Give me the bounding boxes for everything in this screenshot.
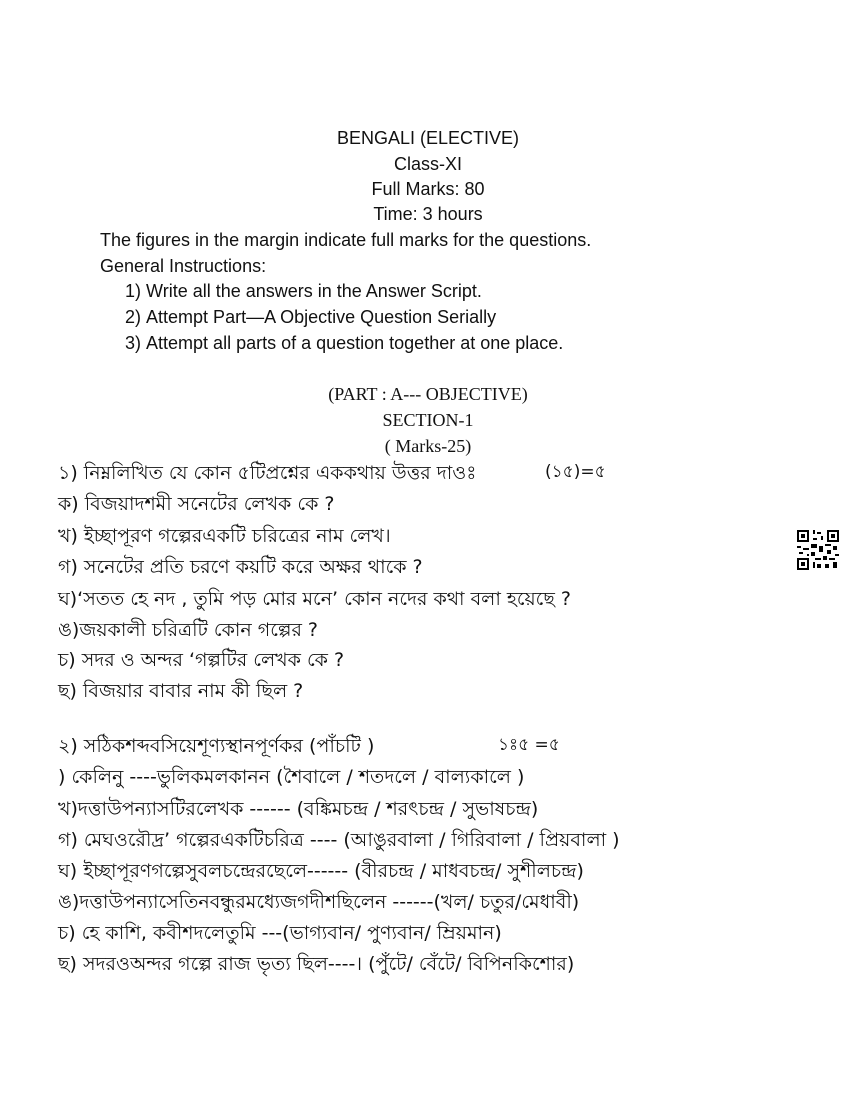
- q1-item: খ) ইচ্ছাপূরণ গল্পেরএকটি চরিত্রের নাম লেখ।: [58, 525, 391, 547]
- class-label: Class-XI: [393, 154, 462, 174]
- instruction-item: 3) Attempt all parts of a question together at one place.: [125, 333, 564, 353]
- q2-item: ) কেলিনু ----ভুলিকমলকানন (শৈবালে / শতদলে / বাল্যকালে ): [58, 766, 525, 788]
- section-marks: ( Marks-25): [384, 436, 472, 456]
- q1-item: চ) সদর ও অন্দর ‘গল্পটির লেখক কে ?: [58, 649, 345, 671]
- q1-item: ঘ)‘সতত হে নদ , তুমি পড় মোর মনে’ কোন নদের কথা বলা হয়েছে ?: [58, 588, 571, 610]
- q2-item: চ) হে কাশি, কবীশদলেতুমি ---(ভাগ্যবান/ পুণ্যবান/ ম্রিয়মান): [58, 922, 502, 944]
- question-2-marks: ১ঃ৫ =৫: [498, 735, 560, 755]
- qr-code: [797, 530, 839, 570]
- q1-item: ক) বিজয়াদশমী সনেটের লেখক কে ?: [58, 493, 335, 515]
- question-2-heading: ২) সঠিকশব্দবসিয়েশূণ্যস্থানপূর্ণকর (পাঁচটি ): [58, 735, 375, 757]
- full-marks: Full Marks: 80: [371, 179, 485, 199]
- q2-item: খ)দত্তাউপন্যাসটিরলেখক ------ (বঙ্কিমচন্দ্র / শরৎচন্দ্র / সুভাষচন্দ্র): [58, 798, 539, 820]
- q2-item: ঙ)দত্তাউপন্যাসেতিনবন্ধুরমধ্যেজগদীশছিলেন ------(খল/ চতুর/মেধাবী): [58, 891, 580, 913]
- instructions-title: General Instructions:: [100, 256, 267, 276]
- q1-item: ঙ)জয়কালী চরিত্রটি কোন গল্পের ?: [58, 619, 319, 641]
- question-1-heading: ১) নিম্নলিখিত যে কোন ৫টিপ্রশ্নের এককথায় উত্তর দাওঃ: [58, 462, 477, 484]
- subject-title: BENGALI (ELECTIVE): [336, 128, 520, 148]
- section-title: SECTION-1: [382, 410, 474, 430]
- q2-item: ঘ) ইচ্ছাপূরণগল্পেসুবলচন্দ্রেরছেলে------ (বীরচন্দ্র / মাধবচন্দ্র/ সুশীলচন্দ্র): [58, 860, 584, 882]
- instruction-item: 1) Write all the answers in the Answer Script.: [125, 281, 482, 301]
- part-title: (PART : A--- OBJECTIVE): [328, 384, 528, 404]
- q1-item: গ) সনেটের প্রতি চরণে কয়টি করে অক্ষর থাকে ?: [58, 556, 423, 578]
- q2-item: গ) মেঘওরৌদ্র’ গল্পেরএকটিচরিত্র ---- (আঙুরবালা / গিরিবালা / প্রিয়বালা ): [58, 829, 620, 851]
- time-label: Time: 3 hours: [373, 204, 483, 224]
- q2-item: ছ) সদরওঅন্দর গল্পে রাজ ভৃত্য ছিল----। (পুঁটে/ বেঁটে/ বিপিনকিশোর): [58, 953, 575, 975]
- question-1-marks: (১৫)=৫: [545, 462, 606, 482]
- margin-note: The figures in the margin indicate full marks for the questions.: [100, 230, 592, 250]
- instruction-item: 2) Attempt Part—A Objective Question Serially: [125, 307, 497, 327]
- q1-item: ছ) বিজয়ার বাবার নাম কী ছিল ?: [58, 680, 304, 702]
